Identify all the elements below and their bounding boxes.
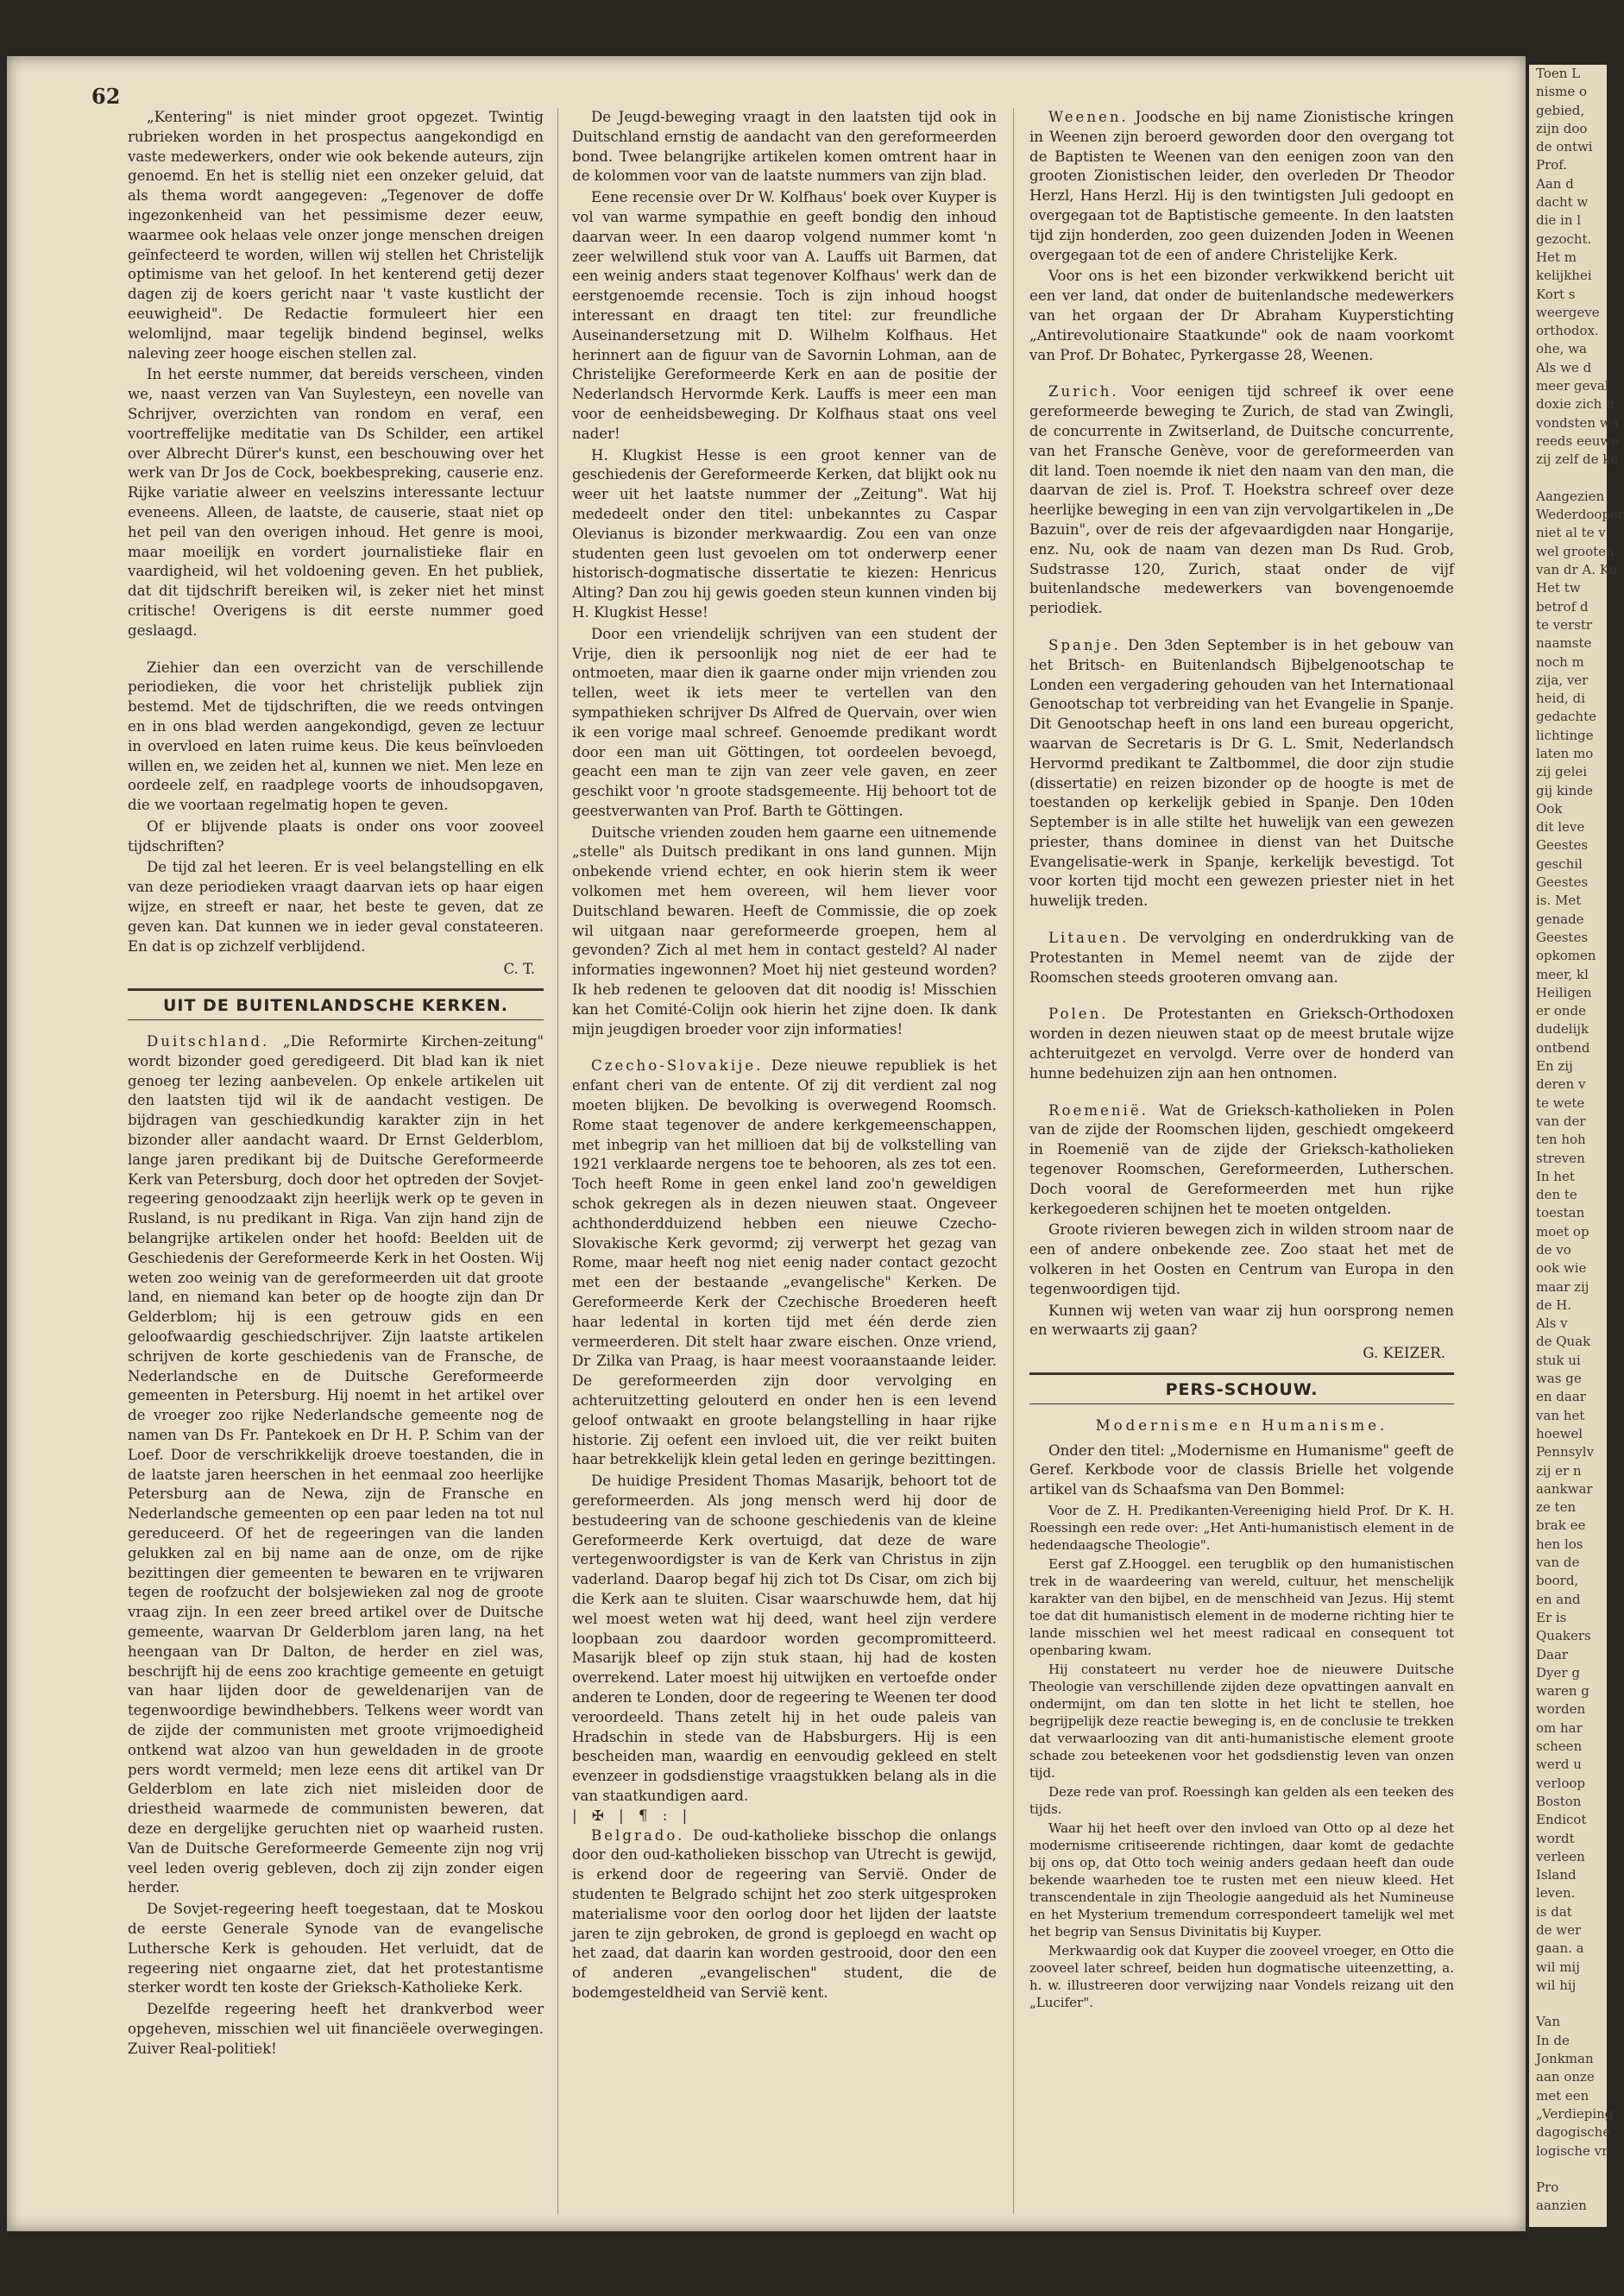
country-label: Litauen. <box>1048 930 1130 947</box>
signature: C. T. <box>503 961 535 978</box>
adjacent-page-line: orthodox. <box>1536 323 1599 339</box>
paragraph-text: De Protestanten en Grieksch-Orthodoxen worden in dezen nieuwen staat op de meest brutale wijze achteruitgezet en vervolgd. Verre over de honderd van hunne bedehuizen zijn aan hen ontnomen. <box>1029 1006 1454 1082</box>
country-label: Spanje. <box>1048 636 1121 653</box>
adjacent-page-line: geschil <box>1536 855 1583 872</box>
adjacent-page-line: hen los <box>1536 1536 1583 1552</box>
adjacent-page-line: wordt <box>1536 1830 1575 1846</box>
adjacent-page-line: Daar <box>1536 1646 1569 1662</box>
adjacent-page-line: verleen <box>1536 1848 1585 1864</box>
adjacent-page-line: Van <box>1536 2014 1561 2030</box>
adjacent-page-line: de H. <box>1536 1296 1572 1313</box>
adjacent-page-line: Als v <box>1536 1315 1568 1332</box>
adjacent-page-line: Geestes <box>1536 837 1589 854</box>
adjacent-page-line: van dr A. Ku <box>1536 562 1618 578</box>
adjacent-page-line: er onde <box>1536 1003 1586 1019</box>
paragraph: Voor ons is het een bizonder verkwikkend bericht uit een ver land, dat onder de buitenlandsche medewerkers van het orgaan der Dr Abraham Kuyperstichting „Antirevolutionaire Staatkunde" ook de naam voorkomt van Prof. Dr Bohatec, Pyrkergasse 28, Weenen. <box>1029 268 1454 363</box>
paragraph-text: Wat de Grieksch-katholieken in Polen van de zijde der Roomschen lijden, geschiedt omgekeerd in Roemenië van de zijde der Grieksch-katholieken tegenover Roomschen, Gereformeerden, Lutherschen. Doch vooral de Gereformeerden met hun rijke kerkegoederen schijnen het te moeten ontgelden. <box>1029 1101 1454 1217</box>
adjacent-page-line: dudelijk <box>1536 1021 1589 1038</box>
ornament-line: | ✠ | ¶ : | <box>572 1807 693 1824</box>
adjacent-page-line <box>1529 470 1607 488</box>
adjacent-page-line: weergeve <box>1536 304 1600 320</box>
column-3 <box>1029 108 1454 2214</box>
paragraph: Door een vriendelijk schrijven van een student der Vrije, dien ik persoonlijk nog niet de eer had te ontmoeten, maar dien ik gaarne onder mijn vrienden zou tellen, weet ik iets meer te vertellen van den sympathieken schrijver Ds Alfred de Quervain, over wien ik een vorige maal schreef. Genoemde predikant wordt door een man uit Göttingen, tot oordeelen bevoegd, geacht een man te zijn van zeer vele gaven, en zeer geschikt voor 'n groote stadsgemeente. Hij behoort tot de geestverwanten van Prof. Barth te Göttingen. <box>572 625 997 819</box>
adjacent-page-line: zija, ver <box>1536 672 1589 688</box>
adjacent-page-line: heid, di <box>1536 691 1585 707</box>
paragraph-text: Den 3den September is in het gebouw van het Britsch- en Buitenlandsch Bijbelgenootschap te Londen een vergadering gehouden van het Internationaal Genootschap tot verbreiding van het Evangelie in Spanje. Dit Genootschap heeft in ons land een bureau opgericht, waarvan de Secretaris is Dr G. L. Smit, Nederlandsch Hervormd predikant te Zaltbommel, die door zijn studie (dissertatie) en reizen bizonder op de hoogte is met de toestanden op kerkelijk gebied in Spanje. Den 10den September is in alle stilte het huwelijk van een gewezen priester, thans dominee in dienst van het Duitsche Evangelisatie-werk in Spanje, kerkelijk bevestigd. Tot voor korten tijd mocht een gewezen priester niet in het huwelijk treden. <box>1029 636 1454 910</box>
adjacent-page-line: leven. <box>1536 1885 1576 1902</box>
adjacent-page-line: boord, <box>1536 1573 1579 1589</box>
adjacent-page-line: waren g <box>1536 1683 1589 1700</box>
adjacent-page-line: Wederdooper <box>1536 507 1624 523</box>
country-label: Duitschland. <box>147 1033 270 1050</box>
adjacent-page-line: aankwar <box>1536 1480 1593 1497</box>
adjacent-page-line <box>1529 1995 1607 2013</box>
paragraph-text: Joodsche en bij name Zionistische kringen in Weenen zijn beroerd geworden door den overgang tot de Baptisten te Weenen van den eenigen zoon van den grooten Zionistischen leider, den overleden Dr Theodor Herzl, Hans Herzl. Hij is den twintigsten Juli gedoopt en overgegaan tot de Baptistische gemeente. In den laatsten tijd zijn honderden, zoo geen duizenden Joden in Weenen overgegaan tot de een of andere Christelijke Kerk. <box>1029 109 1454 263</box>
adjacent-page-line: ze ten <box>1536 1499 1577 1516</box>
country-label: Zurich. <box>1048 383 1119 401</box>
adjacent-page-line: Island <box>1536 1867 1577 1883</box>
newspaper-page <box>7 56 1526 2231</box>
adjacent-page-line: den te <box>1536 1187 1577 1203</box>
adjacent-page-line: meer, kl <box>1536 966 1589 982</box>
paragraph: Duitsche vrienden zouden hem gaarne een uitnemende „stelle" als Duitsch predikant in ons land gunnen. Mijn onbekende vriend echter, en ook hierin stem ik weer volkomen met hem overeen, wil hem liever voor Duitschland bewaren. Heeft de Commissie, die op zoek wil uitgaan naar gereformeerde groepen, hem al gevonden? Zich al met hem in contact gesteld? Al nader informaties ingewonnen? Moet hij niet gesteund worden? Ik heb redenen te gelooven dat dit noodig is! Misschien kan het Comité-Colijn ook hierin het zijne doen. Ik dank mijn jeugdigen broeder voor zijn informaties! <box>572 823 997 1038</box>
adjacent-page-line: naamste <box>1536 635 1592 652</box>
adjacent-page-line: streven <box>1536 1150 1585 1166</box>
quoted-paragraph: Deze rede van prof. Roessingh kan gelden als een teeken des tijds. <box>1029 1784 1454 1817</box>
adjacent-page-line: En zij <box>1536 1058 1573 1075</box>
adjacent-page-line: Quakers <box>1536 1628 1591 1644</box>
section-heading: PERS-SCHOUW. <box>1029 1372 1454 1404</box>
adjacent-page-line: logische vr <box>1536 2142 1608 2159</box>
adjacent-page-line: Pro <box>1536 2179 1559 2196</box>
adjacent-page-line: dagogische <box>1536 2124 1611 2141</box>
adjacent-page-line: meer geval <box>1536 378 1609 394</box>
adjacent-page-line: gaan. a <box>1536 1940 1584 1957</box>
paragraph <box>572 1826 997 2003</box>
adjacent-page-line: verloop <box>1536 1775 1585 1791</box>
adjacent-page-line: niet al te v <box>1536 525 1606 541</box>
adjacent-page-line: stuk ui <box>1536 1352 1581 1368</box>
adjacent-page-line: „Verdieping <box>1536 2105 1614 2122</box>
quoted-paragraph: Eerst gaf Z.Hooggel. een terugblik op den humanistischen trek in de waardeering van wereld, cultuur, het menschelijk karakter van den bijbel, en de menschheid van Jezus. Hij stemt toe dat dit humanistisch element in de moderne richting hier te lande misschien wel het meest radicaal en consequent tot openbaring kwam. <box>1029 1556 1454 1658</box>
adjacent-page-line: brak ee <box>1536 1517 1586 1534</box>
quoted-paragraph: Merkwaardig ook dat Kuyper die zooveel vroeger, en Otto die zooveel later schreef, beiden hun dogmatische uiteenzetting, a. h. w. illustreeren door verwijzing naar Vondels reizang uit den „Lucifer". <box>1029 1943 1454 2010</box>
signature: G. KEIZER. <box>1363 1345 1445 1362</box>
adjacent-page-line: reeds eeuwe <box>1536 432 1620 449</box>
paragraph <box>128 1032 544 1898</box>
paragraph: Ziehier dan een overzicht van de verschillende periodieken, die voor het christelijk publiek zijn bestemd. Met de tijdschriften, die we reeds ontvingen en in ons blad werden aangekondigd, geven ze lectuur in overvloed en laten ruime keus. Die keus beïnvloeden willen en, we zeiden het al, kunnen we niet. Men leze en oordeele zelf, en raadplege voorts de inhoudsopgaven, die we voortaan regelmatig hopen te geven. <box>128 659 544 814</box>
adjacent-page-line: dit leve <box>1536 819 1585 836</box>
adjacent-page-line: nisme o <box>1536 84 1588 100</box>
adjacent-page-line: te verstr <box>1536 616 1593 633</box>
paragraph: Kunnen wij weten van waar zij hun oorsprong nemen en werwaarts zij gaan? <box>1029 1302 1454 1339</box>
country-label: Weenen. <box>1048 109 1129 125</box>
paragraph <box>1029 108 1454 265</box>
adjacent-page-line: die in l <box>1536 212 1582 229</box>
adjacent-page-line: hoewel <box>1536 1425 1583 1441</box>
adjacent-page-line: Aan d <box>1536 175 1574 192</box>
adjacent-page-line: aanzien <box>1536 2198 1587 2214</box>
adjacent-page-line: te wete <box>1536 1094 1585 1111</box>
paragraph-text: Deze nieuwe republiek is het enfant cheri van de entente. Of zij dit verdient zal nog moeten blijken. De bevolking is overwegend Roomsch. Rome staat tegenover de andere kerkgemeenschappen, met inbegrip van het millioen dat bij de volkstelling van 1921 verklaarde nergens toe te behooren, als zes tot een. Toch heeft Rome in geen enkel land zoo'n geweldigen schok gekregen als in dezen nieuwen staat. Ongeveer achthonderdduizend hebben een nieuwe Czecho-Slovakische Kerk gevormd; zij verwerpt het gezag van Rome, maar heeft nog niet eenig nader contact gezocht met een der bestaande „evangelische" Kerken. De Gereformeerde Kerk der Czechische Broederen heeft haar ledental in korten tijd met één derde zien vermeerderen. Dit stelt haar zware eischen. Onze vriend, Dr Zilka van Praag, is haar meest vooraanstaande leider. De gereformeerden zijn door vervolging en achteruitzetting gelouterd en onder hen is een levend geloof ontwaakt en groote belangstelling in haar rijke historie. Zij oefent een invloed uit, die ver reikt buiten haar betrekkelijk klein getal leden en geringe bezittingen. <box>572 1057 997 1468</box>
paragraph <box>1029 636 1454 911</box>
adjacent-page-line: zijn doo <box>1536 120 1588 136</box>
paragraph <box>1029 929 1454 987</box>
adjacent-page-line: en and <box>1536 1591 1581 1607</box>
adjacent-page-line: zij er n <box>1536 1462 1582 1479</box>
adjacent-page-line: is dat <box>1536 1903 1572 1920</box>
paragraph-text: De vervolging en onderdrukking van de Protestanten in Memel neemt van de zijde der Roomschen steeds grooteren omvang aan. <box>1029 930 1454 986</box>
adjacent-page-line: Dyer g <box>1536 1664 1580 1681</box>
adjacent-page-line: vondsten wa <box>1536 414 1619 431</box>
adjacent-page-line: Als we d <box>1536 359 1592 375</box>
paragraph <box>1029 1005 1454 1083</box>
adjacent-page-line: en daar <box>1536 1389 1586 1405</box>
adjacent-page-line: Endicot <box>1536 1812 1587 1828</box>
paragraph <box>1029 382 1454 619</box>
adjacent-page-line: gij kinde <box>1536 782 1593 798</box>
adjacent-page-line: Pennsylv <box>1536 1444 1595 1460</box>
adjacent-page-line: Aangezien <box>1536 488 1605 504</box>
adjacent-page-line: Er is <box>1536 1609 1567 1625</box>
adjacent-page-line: doxie zich h <box>1536 396 1615 413</box>
adjacent-page-line: laten mo <box>1536 745 1594 761</box>
adjacent-page-line: noch m <box>1536 653 1584 670</box>
adjacent-page-line: om har <box>1536 1719 1583 1736</box>
adjacent-page-line: met een <box>1536 2087 1589 2104</box>
adjacent-page-line: gebied, <box>1536 102 1585 118</box>
adjacent-page-line: Prof. <box>1536 157 1568 173</box>
adjacent-page-line: Geestes <box>1536 874 1589 891</box>
paragraph: Eene recensie over Dr W. Kolfhaus' boek over Kuyper is vol van warme sympathie en geeft bondig den inhoud daarvan weer. In een daarop volgend nummer komt 'n zeer welwillend stuk voor van A. Lauffs uit Barmen, dat een weinig anders staat tegenover Kolfhaus' werk dan de eerstgenoemde recensie. Toch is zijn inhoud hoogst interessant en draagt ten titel: zur freundliche Auseinandersetzung mit D. Wilhelm Kolfhaus. Het herinnert aan de figuur van de Savornin Lohman, aan de Christelijke Gereformeerde Kerk en aan de positie der Nederlandsch Hervormde Kerk. Lauffs is meer een man voor de eenheidsbeweging. Dr Kolfhaus staat ons veel nader! <box>572 189 997 442</box>
adjacent-page-line: ohe, wa <box>1536 341 1587 357</box>
adjacent-page-line: zij gelei <box>1536 764 1588 780</box>
adjacent-page-line: Jonkman <box>1536 2051 1594 2067</box>
adjacent-page-line: van de <box>1536 1555 1580 1571</box>
adjacent-page-line: de vo <box>1536 1242 1571 1258</box>
adjacent-page-line: ook wie <box>1536 1260 1587 1277</box>
adjacent-page-line: Het m <box>1536 249 1577 265</box>
adjacent-page-line: dacht w <box>1536 194 1589 211</box>
adjacent-page-line: betrof d <box>1536 598 1589 615</box>
adjacent-page-line: werd u <box>1536 1757 1582 1773</box>
adjacent-page-line: In het <box>1536 1168 1575 1184</box>
adjacent-page-line: gezocht. <box>1536 230 1592 247</box>
adjacent-page-line: ontbend <box>1536 1039 1590 1056</box>
quoted-paragraph: Hij constateert nu verder hoe de nieuwere Duitsche Theologie van verschillende zijden deze opvattingen aanvalt en ondermijnt, om dan ten slotte in het licht te stellen, hoe begrijpelijk deze reactie beweging is, en de conclusie te trekken dat verwaarloozing van dit anti-humanistische element groote schade zou beteekenen voor het godsdienstig leven van onzen tijd. <box>1029 1662 1454 1781</box>
adjacent-page-line: de wer <box>1536 1921 1582 1938</box>
adjacent-page-line: van der <box>1536 1113 1586 1129</box>
quoted-paragraph: Waar hij het heeft over den invloed van Otto op al deze het modernisme critiseerende richtingen, daar komt de gedachte bij ons op, dat Otto toch weinig anders gedaan heeft dan oude bekende waarheden toe te rusten met een nieuw kleed. Het transcendentale in zijn Theologie aangeduid als het Numineuse en het Mysterium tremendum correspondeert tamelijk wel met het begrip van Sensus Divinitatis bij Kuyper. <box>1029 1820 1454 1940</box>
adjacent-page-line: Boston <box>1536 1793 1582 1809</box>
adjacent-page-line: wil mij <box>1536 1959 1580 1975</box>
adjacent-page-line: kelijkhei <box>1536 268 1592 284</box>
paragraph-text: Voor eenigen tijd schreef ik over eene gereformeerde beweging te Zurich, de stad van Zwingli, de concurrente in Zwitserland, de Duitsche concurrente, van het Fransche Genève, voor de gereformeerden van dit land. Toen noemde ik niet den naam van den man, die daarvan de ziel is. Prof. T. Hoekstra schreef over deze heerlijke beweging in een van zijn vervolgartikelen in „De Bazuin", over de reis der afgevaardigden naar Hongarije, enz. Nu, ook de naam van dezen man Ds Rud. Grob, Sudstrasse 120, Zurich, staat onder de vijf buitenlandsche medewerkers van bovengenoemde periodiek. <box>1029 383 1454 617</box>
paragraph: Onder den titel: „Modernisme en Humanisme" geeft de Geref. Kerkbode voor de classis Brielle het volgende artikel van ds Schaafsma van Den Bommel: <box>1029 1441 1454 1498</box>
adjacent-page-line <box>1529 2160 1607 2179</box>
country-label: Czecho-Slovakije. <box>591 1057 764 1075</box>
adjacent-page-line: moet op <box>1536 1223 1589 1239</box>
paragraph <box>1029 1101 1454 1220</box>
paragraph-text: „Die Reformirte Kirchen-zeitung" wordt bizonder goed geredigeerd. Dit blad kan ik niet genoeg ter lezing aanbevelen. Op enkele artikelen uit den laatsten tijd wil ik de aandacht vestigen. De bijdragen van geschiedkundig karakter zijn in het bizonder aller aandacht waard. Dr Ernst Gelderblom, lange jaren predikant bij de Duitsche Gereformeerde Kerk van Petersburg, doch door het optreden der Sovjet-regeering genoodzaakt zijn heerlijk werk op te geven in Rusland, is nu predikant in Riga. Van zijn hand zijn de belangrijke artikelen onder het hoofd: Beelden uit de Geschiedenis der Gereformeerde Kerk in het Oosten. Wij weten zoo weinig van de gereformeerden uit dat groote land, en niemand kan beter op de hoogte zijn dan Dr Gelderblom; hij is een getrouw gids en een geloofwaardig geschiedschrijver. Zijn laatste artikelen schrijven de korte geschiedenis van de Fransche, de Nederlandsche en de Duitsche Gereformeerde gemeenten in Petersburg. Hij noemt in het artikel over de vroeger zoo rijke Nederlandsche gemeente nog de namen van Ds Fr. Pantekoek en Dr H. P. Schim van der Loef. Door de verschrikkelijk droeve toestanden, die in de laatste jaren heerschen in het eenmaal zoo heerlijke Petersburg aan de Newa, zijn de Fransche en Nederlandsche gemeenten op een paar leden na tot nul gereduceerd. Of het de regeeringen van die landen gelukken zal en bij name aan de onze, om de rijke bezittingen dier gemeenten te bewaren en te vrijwaren tegen de roofzucht der bolsjewieken zal nog de groote vraag zijn. In een zeer breed artikel over de Duitsche gemeente, waarvan Dr Gelderblom jaren lang, na het heengaan van Dr Dalton, de herder en ziel was, beschrijft hij de eens zoo krachtige gemeente en getuigt van haar lijden door de geweldenarijen van de tegenwoordige bewindhebbers. Telkens weer wordt van de zijde der communisten met groote vrijmoedigheid ontkend wat alzoo van hun geweldaden in de groote pers wordt vermeld; men leze eens dit artikel van Dr Gelderblom en late zich niet misleiden door de driestheid waarmede de communisten beweren, dat deze en dergelijke geruchten niet op waarheid rusten. Van de Duitsche Gereformeerde Gemeente zijn nog vrij veel leden overig gebleven, doch zij zijn zonder eigen herder. <box>128 1033 544 1896</box>
adjacent-page-line: de Quak <box>1536 1334 1591 1350</box>
country-label: Polen. <box>1048 1006 1109 1023</box>
page-number: 62 <box>91 84 121 109</box>
adjacent-page-line: Het tw <box>1536 580 1581 596</box>
adjacent-page-line: gedachte <box>1536 709 1596 725</box>
adjacent-page-line: toestan <box>1536 1205 1585 1221</box>
column-2 <box>572 108 997 2214</box>
adjacent-page-line: de ontwi <box>1536 139 1593 155</box>
adjacent-page-edge <box>1529 65 1624 2227</box>
quoted-paragraph: Voor de Z. H. Predikanten-Vereeniging hield Prof. Dr K. H. Roessingh een rede over: „Het Anti-humanistisch element in de hedendaagsche Theologie". <box>1029 1503 1454 1553</box>
paragraph: De Jeugd-beweging vraagt in den laatsten tijd ook in Duitschland ernstig de aandacht van den gereformeerden bond. Twee belangrijke artikelen komen omtrent haar in de kolommen voor van de laatste nummers van zijn blad. <box>572 109 997 185</box>
adjacent-page-line: maar zij <box>1536 1278 1589 1295</box>
column-1 <box>128 108 544 2214</box>
country-label: Roemenië. <box>1048 1101 1149 1119</box>
adjacent-page-line: In de <box>1536 2032 1570 2048</box>
adjacent-page-line: Geestes <box>1536 929 1589 945</box>
paragraph: De Sovjet-regeering heeft toegestaan, dat te Moskou de eerste Generale Synode van de evangelische Luthersche Kerk is gehouden. Het verluidt, dat de regeering niet ongaarne ziet, dat het protestantisme sterker wordt ten koste der Grieksch-Katholieke Kerk. <box>128 1901 544 1996</box>
paragraph: Groote rivieren bewegen zich in wilden stroom naar de een of andere onbekende zee. Zoo staat het met de volkeren in het Oosten en Centrum van Europa in den tegenwoordigen tijd. <box>1029 1221 1454 1297</box>
article-subheading: Modernisme en Humanisme. <box>1095 1416 1388 1434</box>
adjacent-page-line: van het <box>1536 1407 1585 1423</box>
adjacent-page-line: aan onze <box>1536 2069 1595 2085</box>
paragraph-text: De oud-katholieke bisschop die onlangs door den oud-katholieken bisschop van Utrecht is gewijd, is erkend door de regeering van Servië. Onder de studenten te Belgrado schijnt het zoo sterk uitgesproken materialisme voor den oorlog door het lijden der laatste jaren te zijn gebroken, de grond is geploegd en wacht op het zaad, dat daarin kan worden gestrooid, door den een of anderen „evangelischen" student, die de bodemgesteldheid van Servië kent. <box>572 1826 997 2001</box>
adjacent-page-line: wel grooten <box>1536 543 1615 559</box>
paragraph: In het eerste nummer, dat bereids verscheen, vinden we, naast verzen van Van Suylesteyn, een novelle van Schrijver, overzichten van rondom en veraf, een voortreffelijke meditatie van Ds Schilder, een artikel over Albrecht Dürer's kunst, een beschouwing over het werk van Dr Jos de Cock, boekbespreking, causerie enz. Rijke variatie alweer en veelszins interessante lectuur eveneens. Alleen, de laatste, de causerie, staat niet op het peil van den overigen inhoud. Het genre is mooi, maar moeilijk en vordert journalistieke flair en vaardigheid, wil het voldoening geven. En het publiek, dat dit tijdschrift bereiken wil, is zeker niet het minst critische! Overigens is dit eerste nummer goed geslaagd. <box>128 366 544 639</box>
adjacent-page-line: ten hoh <box>1536 1132 1586 1148</box>
country-label: Belgrado. <box>591 1826 685 1844</box>
section-heading: UIT DE BUITENLANDSCHE KERKEN. <box>128 988 544 1020</box>
paragraph: „Kentering" is niet minder groot opgezet. Twintig rubrieken worden in het prospectus aangekondigd en vaste medewerkers, onder wie ook bekende auteurs, zijn genoemd. En het is stellig niet een onzeker geluid, dat als thema wordt aangegeven: „Tegenover de doffe ingezonkenheid van het pessimisme dezer eeuw, waarmee ook helaas vele onzer jonge menschen dreigen geïnfecteerd te worden, willen wij stellen het Christelijk optimisme van het geloof. In het kenterend getij dezer dagen zij de koers gericht naar 't vaste kustlicht der eeuwigheid". De Redactie formuleert hier een welomlijnd, maar tegelijk bindend beginsel, welks naleving zeer hooge eischen stellen zal. <box>128 109 544 362</box>
adjacent-page-line: Kort s <box>1536 286 1576 302</box>
paragraph: Of er blijvende plaats is onder ons voor zooveel tijdschriften? <box>128 817 544 855</box>
column-rule <box>1013 108 1014 2214</box>
adjacent-page-line: lichtinge <box>1536 727 1594 743</box>
adjacent-page-line: zij zelf de ke <box>1536 451 1619 468</box>
column-rule <box>557 108 558 2214</box>
adjacent-page-line: genade <box>1536 911 1584 927</box>
adjacent-page-line: Toen L <box>1536 66 1581 81</box>
paragraph: De huidige President Thomas Masarijk, behoort tot de gereformeerden. Als jong mensch werd hij door de bestudeering van de schoone geschiedenis van de kleine Gereformeerde Kerk overtuigd, dat deze de ware vertegenwoordigster is van de Kerk van Christus in zijn vaderland. Daarop begaf hij zich tot Ds Cisar, om zich bij die Kerk aan te sluiten. Cisar waarschuwde hem, dat hij wel moest weten wat hij deed, want heel zijn verdere loopbaan zou daardoor worden gecompromitteerd. Masarijk bleef op zijn stuk staan, hij had de kosten overrekend. Later moest hij uitwijken en vertoefde onder anderen te Londen, door de regeering te Weenen ter dood veroordeeld. Thans zetelt hij in het oude paleis van Hradschin in stede van de Habsburgers. Hij is een bescheiden man, waardig en eenvoudig gekleed en stelt evenzeer in godsdienstige vraagstukken belang als in die van staatkundigen aard. <box>572 1473 997 1804</box>
paragraph: De tijd zal het leeren. Er is veel belangstelling en elk van deze periodieken vraagt daarvan iets op haar eigen wijze, en streeft er naar, het beste te geven, dat ze geven kan. Dat kunnen we in ieder geval constateeren. En dat is op zichzelf verblijdend. <box>128 859 544 955</box>
adjacent-page-line: worden <box>1536 1701 1586 1718</box>
paragraph: H. Klugkist Hesse is een groot kenner van de geschiedenis der Gereformeerde Kerken, dat blijkt ook nu weer uit het laatste nummer der „Zeitung". Wat hij mededeelt onder den titel: unbekanntes zu Caspar Olevianus is bizonder merkwaardig. Zou een van onze studenten geen lust gevoelen om tot onderwerp eener historisch-dogmatische dissertatie te kiezen: Henricus Alting? Dan zou hij gewis goeden steun kunnen vinden bij H. Klugkist Hesse! <box>572 446 997 621</box>
adjacent-page-line: scheen <box>1536 1738 1583 1755</box>
adjacent-page-line: wil hij <box>1536 1977 1577 1993</box>
adjacent-page-line: Ook <box>1536 800 1563 817</box>
adjacent-page-line: deren v <box>1536 1076 1586 1093</box>
paragraph <box>572 1057 997 1470</box>
adjacent-page-line: opkomen <box>1536 948 1596 964</box>
adjacent-page-line: was ge <box>1536 1371 1582 1387</box>
adjacent-page-line: Heiligen <box>1536 984 1592 1000</box>
adjacent-page-line: is. Met <box>1536 893 1582 909</box>
paragraph: Dezelfde regeering heeft het drankverbod weer opgeheven, misschien wel uit financiëele overwegingen. Zuiver Real-politiek! <box>128 2001 544 2057</box>
